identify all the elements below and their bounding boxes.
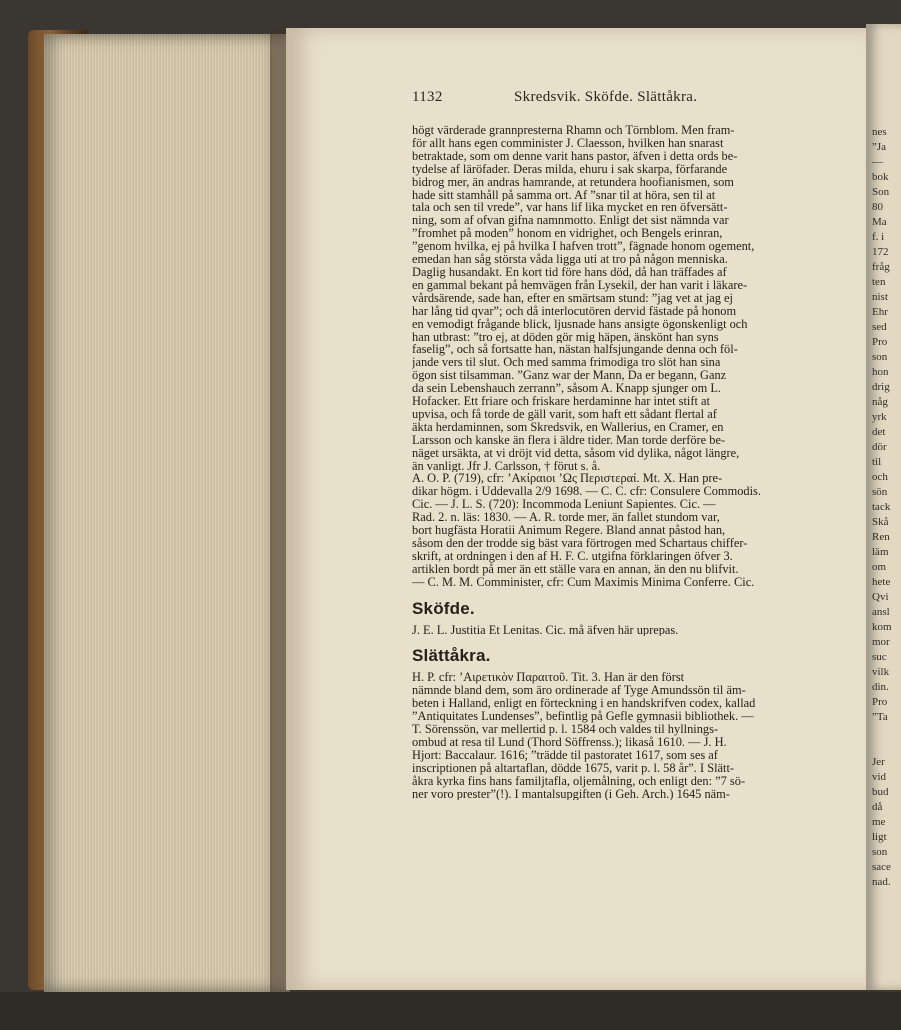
text-line: — C. M. M. Comminister, cfr: Cum Maximis Minima Conferre. Cic. [412,575,755,589]
next-page-fragment: nist [872,291,888,303]
next-page-fragment: me [872,816,886,828]
text-line: Cic. — J. L. S. (720): Incommoda Leniunt Sapientes. Cic. — [412,498,716,512]
next-page-fragment: — [872,156,883,168]
page-number: 1132 [412,89,443,105]
next-page-fragment: ”Ja [872,141,887,153]
next-page-fragment: ”Ta [872,711,888,723]
text-line: äkta herdaminnen, som Skredsvik, en Wallerius, en Cramer, en [412,420,724,434]
next-page-fragment: Jer [872,756,885,768]
text-line: beten i Halland, enligt en förteckning i en handskrifven codex, kallad [412,697,756,711]
text-line: Hofacker. Ett friare och friskare herdaminne har intet stift at [412,395,710,408]
next-page-fragment: drig [872,381,890,393]
next-page-fragment: dör [872,441,887,453]
text-line: emedan han såg största våda ligga uti at tro på någon menniska. [412,253,728,266]
running-title: Skredsvik. Sköfde. Slättåkra. [514,89,698,105]
text-line: J. E. L. Justitia Et Lenitas. Cic. må äfven här uprepas. [412,623,679,637]
text-line: H. P. cfr: ’Aιρετικὸν Παραιτοῦ. Tit. 3. Han är den först [412,671,685,685]
text-line: åkra kyrka fins hans familjtafla, oljemålning, och enligt den: ”7 sö- [412,774,746,788]
text-line: jande vers til slut. Och med samma frimodiga tro slöt han sina [412,356,721,370]
next-page-fragment: vilk [872,666,890,678]
text-line: en vemodigt frågande blick, ljusnade hans ansigte ögonskenligt och [412,317,748,331]
text-line: ”genom hvilka, ej på hvilka I hafven trott”, fägnade honom ogement, [412,240,755,254]
next-page-fragment: til [872,456,882,468]
text-line: en gammal bekant på hemvägen från Lysekil, der han varit i läkare- [412,278,748,292]
text-line: högt värderade grannpresterna Rhamn och Törnblom. Men fram- [412,124,735,137]
page-body [412,124,854,800]
next-page-fragment: Ma [872,216,887,228]
next-page-fragment: din. [872,681,889,693]
next-page-fragment: om [872,561,887,573]
text-line: ner voro prester”(!). I mantalsupgiften (i Geh. Arch.) 1645 näm- [412,787,730,801]
text-line: än vanligt. Jfr J. Carlsson, † förut s. å. [412,459,601,473]
next-page-fragment: Skå [872,516,889,528]
next-page-fragment: och [872,471,888,483]
text-line: artiklen bordt på mer än ett ställe vara en annan, än den nu blifvit. [412,562,739,576]
next-page-fragment: yrk [872,411,887,423]
text-line: näget ursäkta, at vi dröjt vid detta, såsom vid dylika, något längre, [412,446,740,460]
text-line: A. O. P. (719), cfr: ’Aκίραιοι ’Ως Περιστεραί. Mt. X. Han pre- [412,472,723,486]
next-page-fragment: bok [872,171,889,183]
section-heading-slattakra: Slättåkra. [412,646,491,666]
next-page-fragment: det [872,426,886,438]
section-body-slattakra [412,671,854,800]
table-surface [0,992,901,1030]
text-line: tydelse af läröfader. Deras milda, ehuru i sak skarpa, förfarande [412,162,728,176]
text-line: såsom den der trodde sig bäst vara förtrogen med Schartaus chiffer- [412,537,748,550]
next-page-fragment: sön [872,486,888,498]
text-line: Daglig husandakt. En kort tid före hans död, då han träffades af [412,265,727,279]
text-line: da sein Lebenshauch zerrann”, såsom A. Knapp sjunger om L. [412,382,721,396]
next-page-fragment: Pro [872,336,888,348]
next-page-fragment: sace [872,861,891,873]
section-heading-skofde: Sköfde. [412,598,475,618]
text-line: faselig”, och så fortsatte han, nästan halfsjungande denna och föl- [412,343,738,357]
text-line: Larsson och kanske än flera i äldre tider. Man torde derföre be- [412,433,726,447]
body-paragraph [412,124,854,589]
text-line: betraktade, som om denne varit hans pastor, äfven i detta ords be- [412,149,738,163]
next-page-fragment: sed [872,321,887,333]
text-line: ”fromhet på moden” honom en vidrighet, och Bengels erinran, [412,227,723,241]
next-page-fragment: hete [872,576,891,588]
text-line: han utbrast: ”tro ej, at döden gör mig häpen, änskönt han syns [412,330,719,344]
text-line: bort hugfästa Horatii Animum Regere. Bland annat påstod han, [412,524,726,537]
next-page-fragment: ten [872,276,886,288]
next-page-fragment: Son [872,186,890,198]
text-line: ”Antiquitates Lundenses”, befintlig på Gefle gymnasii bibliothek. — [412,710,754,723]
text-line: Rad. 2. n. läs: 1830. — A. R. torde mer, än fallet stundom var, [412,511,720,525]
next-page-fragment: Ehr [872,306,888,318]
text-line: nämnde bland dem, som äro ordinerade af Tyge Amundssön til äm- [412,684,746,698]
next-page-fragment: f. i [872,231,885,243]
text-line: skrift, at ordningen i den af H. F. C. utgifna förklaringen öfver 3. [412,549,733,563]
next-page-fragment: läm [872,546,889,558]
next-page-fragment: Qvi [872,591,889,603]
next-page-fragment: fråg [872,261,890,273]
next-page-fragment: 80 [872,201,883,213]
text-line: T. Sörenssön, var mellertid p. l. 1584 och valdes til hyllnings- [412,722,719,736]
text-line: hade sitt stamhåll på samma ort. Af ”snar til at höra, sen til at [412,188,716,202]
text-line: inscriptionen på altartaflan, dödde 1675, varit p. l. 58 år”. I Slätt- [412,761,735,775]
text-line: vårdsärende, sade han, efter en smärtsam stund: ”jag vet at jag ej [412,291,733,305]
text-line: tala och sen til vrede”, var hans lif lika mycket en ren öfversätt- [412,201,728,215]
text-line: för allt hans egen comminister J. Claesson, hvilken han snarast [412,136,724,150]
section-body-skofde [412,624,854,637]
text-line: Hjort: Baccalaur. 1616; ”trädde til pastoratet 1617, som ses af [412,748,718,762]
next-page-fragment: ligt [872,831,887,843]
next-page-fragment: nes [872,126,887,138]
next-page-fragment: ansl [872,606,890,618]
page-block-edges [44,34,290,992]
next-page-fragment: mor [872,636,890,648]
text-line: ombud at resa til Lund (Thord Söffrenss.); likaså 1610. — J. H. [412,735,727,749]
text-line: har lång tid qvar”; och då interlocutören dervid fästade på honom [412,304,737,318]
text-line: ögon sist tilsamman. ”Ganz war der Mann, Da er begann, Ganz [412,369,727,383]
next-page-fragment: 172 [872,246,889,258]
next-page-fragment: Ren [872,531,890,543]
next-page-fragment: tack [872,501,891,513]
next-page-fragment: son [872,846,888,858]
next-page-fragment: vid [872,771,887,783]
next-page-fragment: suc [872,651,887,663]
next-page-fragment: bud [872,786,889,798]
next-page-strip [866,24,901,990]
next-page-fragment: son [872,351,888,363]
next-page-fragment: hon [872,366,889,378]
next-page-fragment: någ [872,396,888,408]
next-page-fragment: då [872,801,883,813]
text-line: upvisa, och få torde de gäll varit, som haft ett sådant flertal af [412,407,717,421]
next-page-fragment: kom [872,621,892,633]
next-page-fragment: Pro [872,696,888,708]
text-line: ning, som af ofvan gifna namnmotto. Enligt det sist nämnda var [412,214,729,228]
text-line: dikar högm. i Uddevalla 2/9 1698. — C. C. cfr: Consulere Commodis. [412,485,761,499]
text-line: bidrog mer, än andras hamrande, at retundera hoofianismen, som [412,175,734,189]
next-page-fragment: nad. [872,876,891,888]
